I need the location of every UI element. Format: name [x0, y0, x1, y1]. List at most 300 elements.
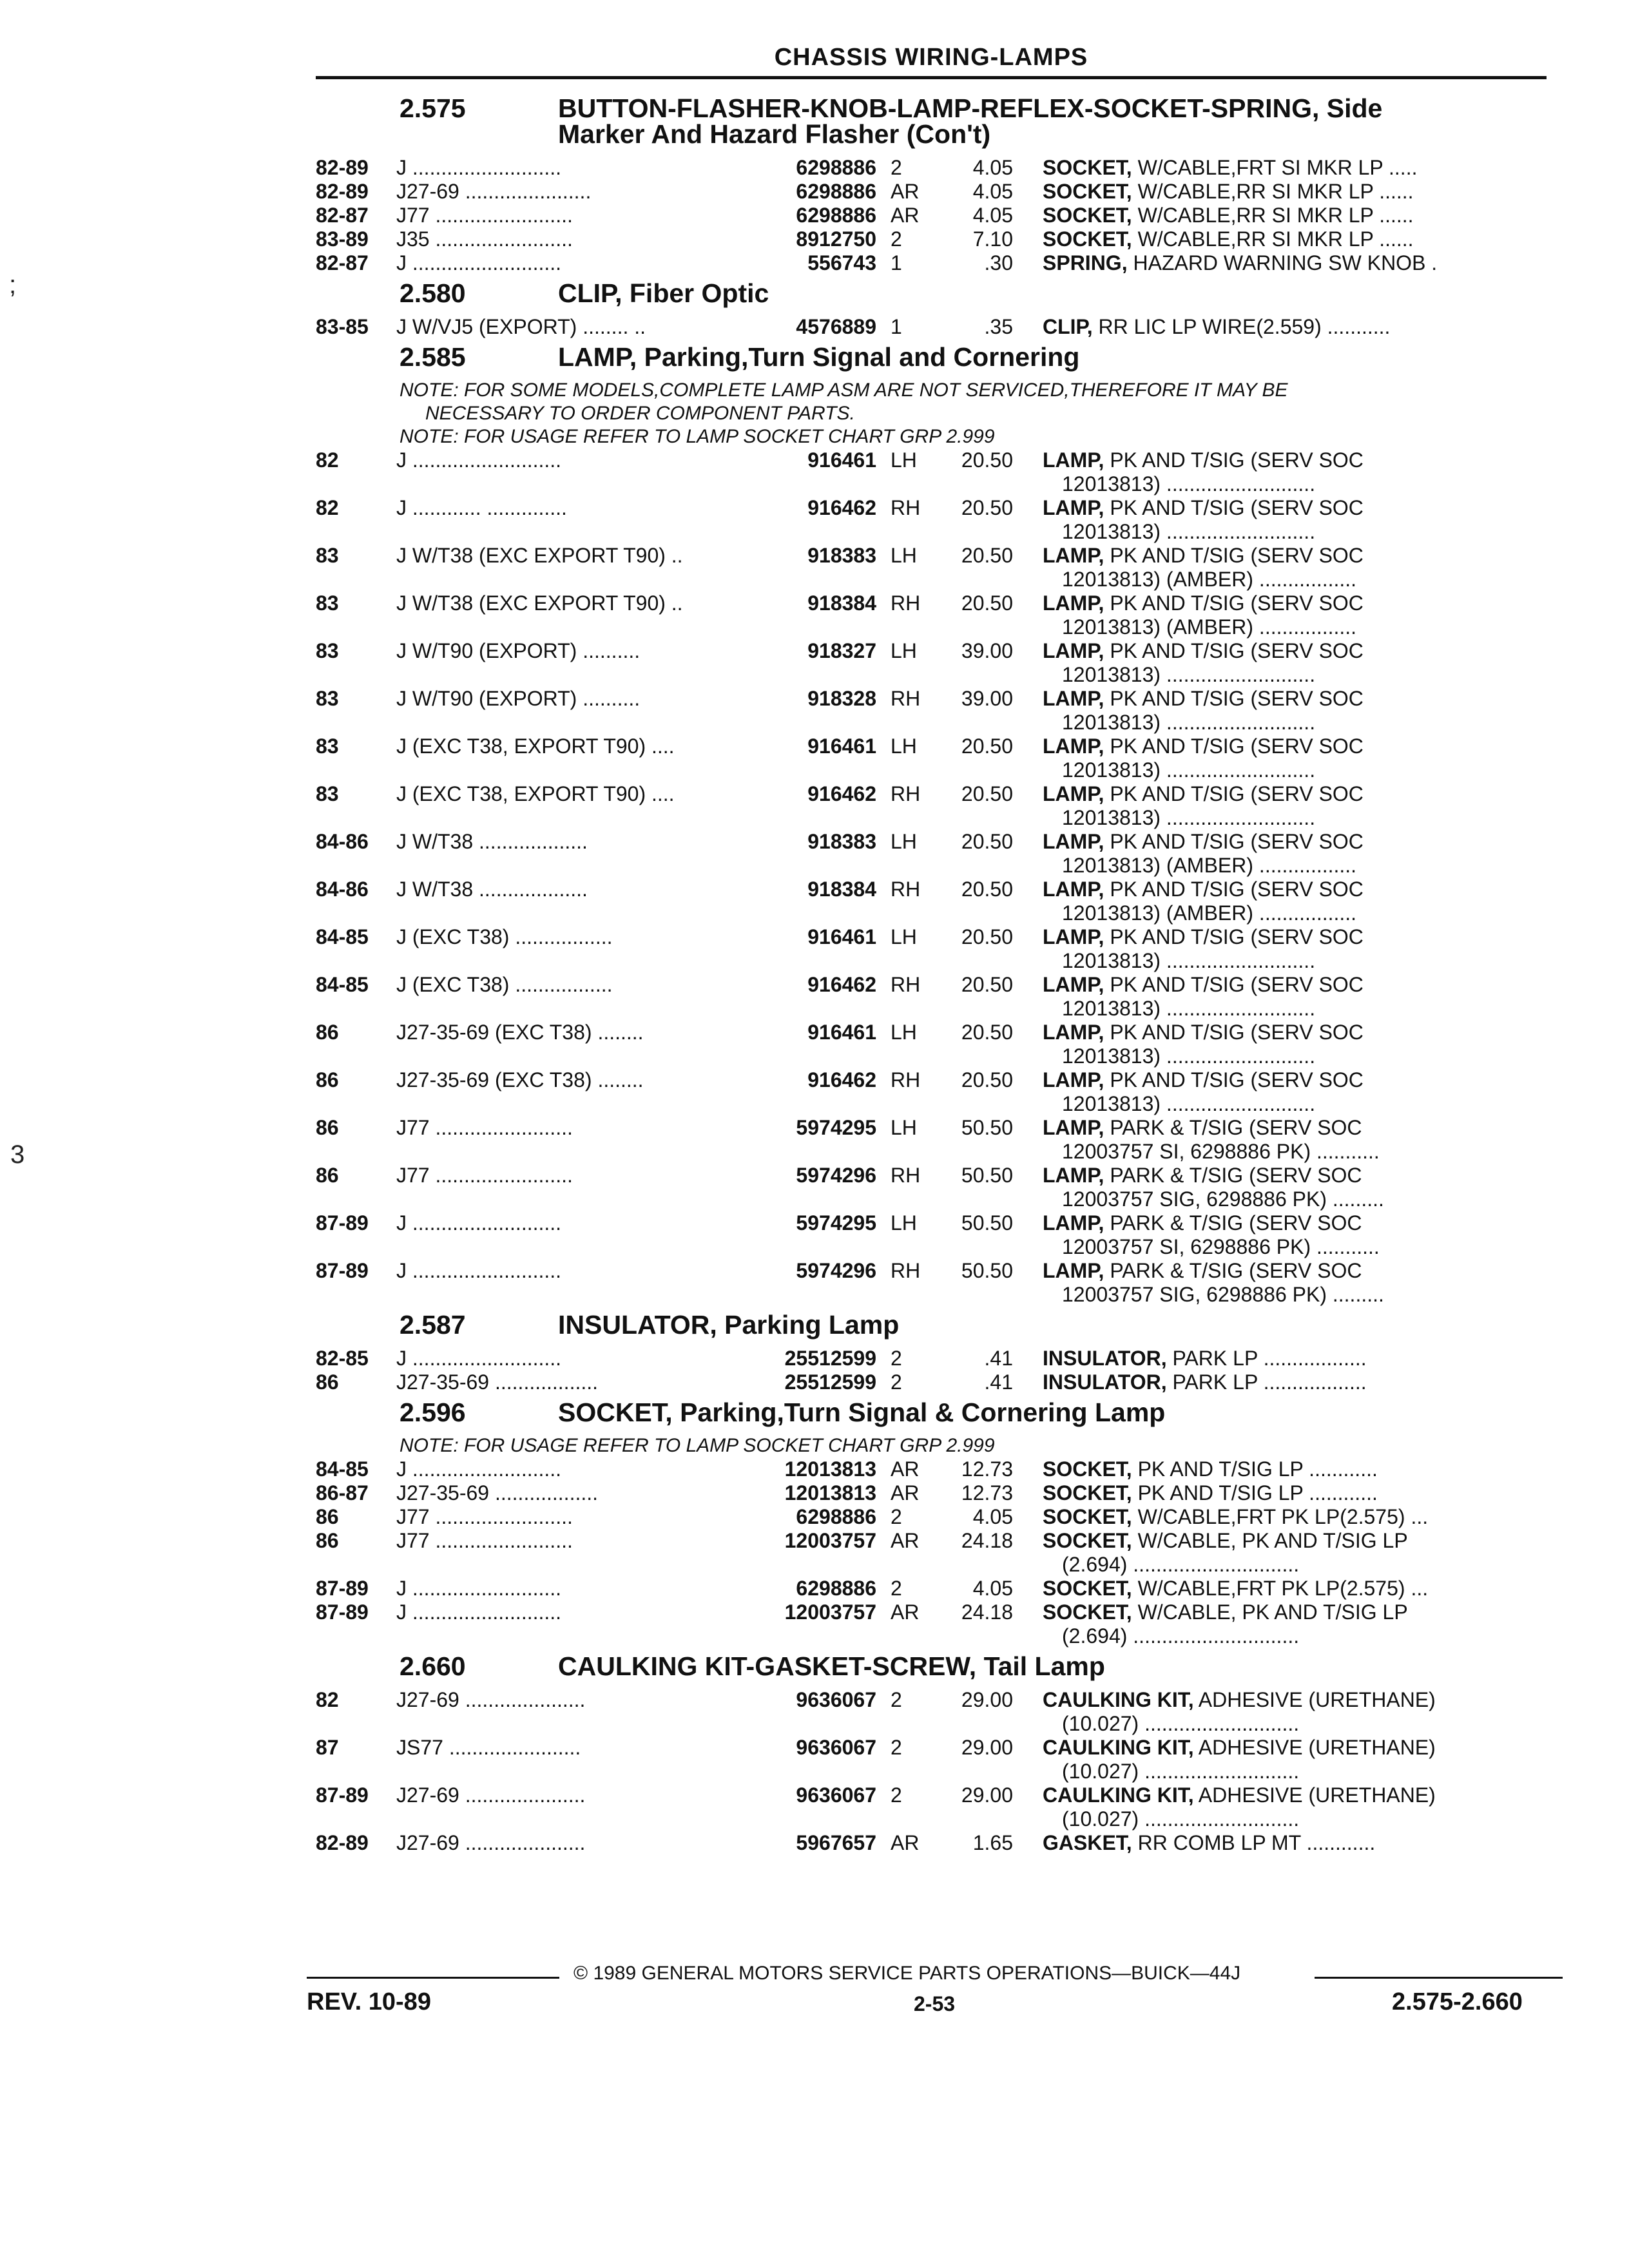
margin-mark-mid: 3: [10, 1140, 25, 1169]
description: [1013, 544, 1547, 591]
parts-row: [316, 496, 1547, 544]
description: [1013, 1577, 1547, 1600]
model-year: 82-87: [316, 251, 369, 274]
model-year: 86-87: [316, 1481, 369, 1504]
application: J W/T38 ...................: [396, 830, 588, 853]
price: 20.50: [961, 782, 1013, 805]
application: J ............ ..............: [396, 496, 567, 519]
model-year: 82-85: [316, 1347, 369, 1370]
parts-row: [316, 1021, 1547, 1068]
application: J (EXC T38) .................: [396, 973, 613, 996]
section-note: [316, 379, 1547, 425]
price: 50.50: [961, 1164, 1013, 1187]
parts-row: [316, 227, 1547, 251]
quantity: 2: [891, 1783, 902, 1807]
description-keyword: SOCKET,: [1043, 1577, 1132, 1600]
part-number: 918384: [807, 591, 876, 615]
description-text: ADHESIVE (URETHANE): [1198, 1688, 1436, 1711]
description-text: PK AND T/SIG (SERV SOC: [1110, 1068, 1364, 1091]
quantity: RH: [891, 782, 921, 805]
note-line: NOTE: FOR USAGE REFER TO LAMP SOCKET CHART GRP 2.999: [400, 426, 995, 447]
section-title-text: INSULATOR, Parking Lamp: [558, 1310, 900, 1340]
description-keyword: SPRING,: [1043, 251, 1128, 274]
price: .35: [984, 315, 1013, 338]
model-year: 83: [316, 735, 339, 758]
part-number: 9636067: [796, 1688, 876, 1711]
section-number: 2.587: [400, 1310, 466, 1340]
section-2-660: [316, 1653, 1547, 1855]
description: [1013, 639, 1547, 687]
quantity: RH: [891, 591, 921, 615]
description-keyword: LAMP,: [1043, 925, 1104, 948]
description-keyword: LAMP,: [1043, 448, 1104, 472]
quantity: RH: [891, 496, 921, 519]
model-year: 83: [316, 687, 339, 710]
parts-row: [316, 204, 1547, 227]
model-year: 82: [316, 496, 339, 519]
section-note: [316, 1434, 1547, 1457]
description-continued: 12013813) ..........................: [1062, 663, 1316, 686]
section-heading: [316, 1312, 1547, 1338]
parts-row: [316, 1370, 1547, 1394]
part-number: 6298886: [796, 156, 876, 179]
quantity: 2: [891, 1505, 902, 1528]
quantity: AR: [891, 1600, 920, 1624]
model-year: 86: [316, 1164, 339, 1187]
description: [1013, 925, 1547, 973]
parts-row: [316, 782, 1547, 830]
description: [1013, 496, 1547, 544]
model-year: 87-89: [316, 1259, 369, 1282]
application: J ..........................: [396, 1600, 562, 1624]
application: J (EXC T38, EXPORT T90) ....: [396, 735, 675, 758]
description-text: PK AND T/SIG (SERV SOC: [1110, 973, 1364, 996]
model-year: 86: [316, 1370, 339, 1394]
model-year: 87: [316, 1736, 339, 1759]
parts-row: [316, 1068, 1547, 1116]
description-continued: 12013813) ..........................: [1062, 711, 1316, 734]
description-text: HAZARD WARNING SW KNOB .: [1133, 251, 1438, 274]
description-keyword: INSULATOR,: [1043, 1347, 1167, 1370]
section-title: [558, 344, 1547, 370]
parts-row: [316, 1481, 1547, 1505]
parts-row: [316, 315, 1547, 339]
quantity: LH: [891, 639, 917, 662]
note-line: NOTE: FOR SOME MODELS,COMPLETE LAMP ASM ARE NOT SERVICED,THEREFORE IT MAY BE: [400, 380, 1288, 401]
description-text: PK AND T/SIG (SERV SOC: [1110, 448, 1364, 472]
description-text: PARK & T/SIG (SERV SOC: [1110, 1164, 1362, 1187]
price: 4.05: [972, 204, 1013, 227]
description-continued: 12003757 SIG, 6298886 PK) .........: [1062, 1283, 1384, 1306]
description-text: RR LIC LP WIRE(2.559) ...........: [1098, 315, 1391, 338]
application: J ..........................: [396, 156, 562, 179]
description: [1013, 448, 1547, 496]
description: [1013, 227, 1547, 251]
description-continued: (10.027) ...........................: [1062, 1712, 1300, 1735]
application: J ..........................: [396, 1259, 562, 1282]
model-year: 87-89: [316, 1783, 369, 1807]
parts-row: [316, 1116, 1547, 1164]
description: [1013, 1600, 1547, 1648]
description-text: W/CABLE,FRT SI MKR LP .....: [1137, 156, 1418, 179]
description-keyword: LAMP,: [1043, 639, 1104, 662]
description-text: PARK & T/SIG (SERV SOC: [1110, 1116, 1362, 1139]
model-year: 86: [316, 1529, 339, 1552]
part-number: 916462: [807, 973, 876, 996]
note-line: NOTE: FOR USAGE REFER TO LAMP SOCKET CHART GRP 2.999: [400, 1435, 995, 1456]
quantity: 2: [891, 1577, 902, 1600]
quantity: LH: [891, 1021, 917, 1044]
parts-row: [316, 1457, 1547, 1481]
parts-row: [316, 925, 1547, 973]
quantity: RH: [891, 1068, 921, 1091]
price: .41: [984, 1347, 1013, 1370]
price: 20.50: [961, 973, 1013, 996]
description: [1013, 315, 1547, 339]
model-year: 82-89: [316, 1831, 369, 1854]
parts-row: [316, 1505, 1547, 1529]
part-number: 8912750: [796, 227, 876, 251]
description-keyword: LAMP,: [1043, 1021, 1104, 1044]
description-keyword: SOCKET,: [1043, 1481, 1132, 1504]
description-text: PK AND T/SIG (SERV SOC: [1110, 925, 1364, 948]
section-number: 2.596: [400, 1398, 466, 1427]
footer-revision: REV. 10-89: [307, 1988, 431, 2015]
part-number: 5974295: [796, 1211, 876, 1235]
description: [1013, 1211, 1547, 1259]
application: J77 ........................: [396, 1164, 573, 1187]
margin-mark-top: ;: [9, 271, 17, 299]
description-keyword: LAMP,: [1043, 973, 1104, 996]
price: 50.50: [961, 1259, 1013, 1282]
quantity: LH: [891, 1211, 917, 1235]
application: J W/T38 ...................: [396, 878, 588, 901]
section-title-text: CLIP, Fiber Optic: [558, 278, 769, 308]
price: 20.50: [961, 1021, 1013, 1044]
price: 20.50: [961, 735, 1013, 758]
page-title: CHASSIS WIRING-LAMPS: [774, 44, 1088, 71]
model-year: 86: [316, 1116, 339, 1139]
application: J27-35-69 ..................: [396, 1481, 599, 1504]
description-continued: 12013813) ..........................: [1062, 1092, 1316, 1115]
model-year: 86: [316, 1505, 339, 1528]
part-number: 5967657: [796, 1831, 876, 1854]
section-title: [558, 1653, 1547, 1679]
parts-row: [316, 1577, 1547, 1600]
model-year: 87-89: [316, 1577, 369, 1600]
description-continued: 12013813) (AMBER) .................: [1062, 901, 1357, 925]
description: [1013, 1164, 1547, 1211]
model-year: 83: [316, 782, 339, 805]
section-heading: [316, 1653, 1547, 1679]
application: J ..........................: [396, 1577, 562, 1600]
section-number: 2.660: [400, 1651, 466, 1681]
description-text: ADHESIVE (URETHANE): [1198, 1736, 1436, 1759]
part-number: 6298886: [796, 1505, 876, 1528]
description: [1013, 1021, 1547, 1068]
application: J77 ........................: [396, 1529, 573, 1552]
part-number: 6298886: [796, 1577, 876, 1600]
price: .30: [984, 251, 1013, 274]
model-year: 82-89: [316, 156, 369, 179]
quantity: LH: [891, 544, 917, 567]
header-divider: [316, 76, 1547, 79]
price: 4.05: [972, 1505, 1013, 1528]
parts-row: [316, 1211, 1547, 1259]
price: 20.50: [961, 925, 1013, 948]
part-number: 918384: [807, 878, 876, 901]
description-keyword: CAULKING KIT,: [1043, 1736, 1194, 1759]
description-text: PARK & T/SIG (SERV SOC: [1110, 1259, 1362, 1282]
parts-row: [316, 830, 1547, 878]
quantity: RH: [891, 1164, 921, 1187]
part-number: 5974295: [796, 1116, 876, 1139]
application: JS77 .......................: [396, 1736, 581, 1759]
description-continued: (10.027) ...........................: [1062, 1807, 1300, 1831]
model-year: 82: [316, 448, 339, 472]
application: J W/T90 (EXPORT) ..........: [396, 687, 641, 710]
description-text: W/CABLE, PK AND T/SIG LP: [1137, 1600, 1408, 1624]
description-keyword: LAMP,: [1043, 1116, 1104, 1139]
part-number: 25512599: [784, 1347, 876, 1370]
footer-divider-left: [307, 1977, 559, 1979]
section-2-596: [316, 1399, 1547, 1648]
description-continued: 12003757 SIG, 6298886 PK) .........: [1062, 1187, 1384, 1211]
part-number: 916461: [807, 1021, 876, 1044]
description-text: PK AND T/SIG (SERV SOC: [1110, 639, 1364, 662]
description-keyword: LAMP,: [1043, 496, 1104, 519]
model-year: 87-89: [316, 1211, 369, 1235]
quantity: LH: [891, 1116, 917, 1139]
description-keyword: SOCKET,: [1043, 1600, 1132, 1624]
application: J27-69 .....................: [396, 1688, 586, 1711]
parts-row: [316, 878, 1547, 925]
quantity: AR: [891, 204, 920, 227]
description-keyword: LAMP,: [1043, 830, 1104, 853]
part-number: 6298886: [796, 180, 876, 203]
parts-row: [316, 180, 1547, 204]
description-text: PK AND T/SIG (SERV SOC: [1110, 735, 1364, 758]
description: [1013, 1688, 1547, 1736]
model-year: 84-85: [316, 973, 369, 996]
description-continued: (2.694) .............................: [1062, 1553, 1300, 1576]
part-number: 5974296: [796, 1164, 876, 1187]
part-number: 6298886: [796, 204, 876, 227]
description-text: PK AND T/SIG (SERV SOC: [1110, 591, 1364, 615]
application: J77 ........................: [396, 1505, 573, 1528]
quantity: RH: [891, 687, 921, 710]
description-keyword: LAMP,: [1043, 1068, 1104, 1091]
quantity: LH: [891, 448, 917, 472]
application: J (EXC T38) .................: [396, 925, 613, 948]
description-continued: 12013813) (AMBER) .................: [1062, 568, 1357, 591]
application: J27-69 .....................: [396, 1783, 586, 1807]
parts-row: [316, 591, 1547, 639]
quantity: 2: [891, 1370, 902, 1394]
footer-copyright: © 1989 GENERAL MOTORS SERVICE PARTS OPERATIONS—BUICK—44J: [574, 1963, 1241, 1984]
model-year: 84-85: [316, 925, 369, 948]
price: 24.18: [961, 1600, 1013, 1624]
section-2-575: [316, 95, 1547, 275]
description-text: PK AND T/SIG (SERV SOC: [1110, 782, 1364, 805]
description-text: W/CABLE,FRT PK LP(2.575) ...: [1137, 1505, 1429, 1528]
model-year: 86: [316, 1068, 339, 1091]
model-year: 82-89: [316, 180, 369, 203]
description-text: W/CABLE,RR SI MKR LP ......: [1137, 227, 1414, 251]
description: [1013, 1068, 1547, 1116]
description-keyword: CAULKING KIT,: [1043, 1783, 1194, 1807]
description-keyword: LAMP,: [1043, 1259, 1104, 1282]
application: J (EXC T38, EXPORT T90) ....: [396, 782, 675, 805]
description-continued: 12013813) ..........................: [1062, 472, 1316, 495]
quantity: 1: [891, 315, 902, 338]
section-heading: [316, 280, 1547, 306]
description: [1013, 1481, 1547, 1505]
application: J77 ........................: [396, 1116, 573, 1139]
description-continued: 12013813) ..........................: [1062, 997, 1316, 1020]
price: 7.10: [972, 227, 1013, 251]
model-year: 83: [316, 591, 339, 615]
application: J27-69 ......................: [396, 180, 592, 203]
section-2-587: [316, 1312, 1547, 1394]
price: 4.05: [972, 1577, 1013, 1600]
price: 4.05: [972, 180, 1013, 203]
description-keyword: INSULATOR,: [1043, 1370, 1167, 1394]
part-number: 4576889: [796, 315, 876, 338]
parts-row: [316, 973, 1547, 1021]
parts-row: [316, 1831, 1547, 1855]
price: 20.50: [961, 496, 1013, 519]
description: [1013, 782, 1547, 830]
description: [1013, 1529, 1547, 1577]
description-continued: 12013813) ..........................: [1062, 949, 1316, 972]
price: 1.65: [972, 1831, 1013, 1854]
description-text: PK AND T/SIG LP ............: [1137, 1481, 1378, 1504]
part-number: 12013813: [784, 1481, 876, 1504]
price: 20.50: [961, 878, 1013, 901]
quantity: 2: [891, 1688, 902, 1711]
price: 4.05: [972, 156, 1013, 179]
description-continued: 12003757 SI, 6298886 PK) ...........: [1062, 1140, 1380, 1163]
description-keyword: LAMP,: [1043, 878, 1104, 901]
description-keyword: LAMP,: [1043, 735, 1104, 758]
section-heading: [316, 95, 1547, 147]
quantity: 2: [891, 156, 902, 179]
part-number: 916462: [807, 782, 876, 805]
parts-row: [316, 251, 1547, 275]
part-number: 916461: [807, 735, 876, 758]
description: [1013, 1783, 1547, 1831]
description: [1013, 1457, 1547, 1481]
quantity: LH: [891, 925, 917, 948]
price: 20.50: [961, 544, 1013, 567]
footer-section-range: 2.575-2.660: [1392, 1988, 1523, 2015]
part-number: 12003757: [784, 1600, 876, 1624]
application: J27-69 .....................: [396, 1831, 586, 1854]
price: 20.50: [961, 1068, 1013, 1091]
part-number: 916462: [807, 1068, 876, 1091]
section-title: [558, 1399, 1547, 1425]
model-year: 86: [316, 1021, 339, 1044]
part-number: 916461: [807, 925, 876, 948]
parts-row: [316, 448, 1547, 496]
description: [1013, 1736, 1547, 1783]
model-year: 83-89: [316, 227, 369, 251]
price: 50.50: [961, 1211, 1013, 1235]
description: [1013, 687, 1547, 735]
description: [1013, 973, 1547, 1021]
model-year: 82-87: [316, 204, 369, 227]
model-year: 83: [316, 544, 339, 567]
parts-row: [316, 1347, 1547, 1370]
description-continued: 12013813) ..........................: [1062, 520, 1316, 543]
quantity: LH: [891, 735, 917, 758]
application: J27-35-69 ..................: [396, 1370, 599, 1394]
description-keyword: CAULKING KIT,: [1043, 1688, 1194, 1711]
footer-divider-right: [1315, 1977, 1563, 1979]
section-number: 2.585: [400, 342, 466, 372]
description-keyword: LAMP,: [1043, 1211, 1104, 1235]
application: J W/T38 (EXC EXPORT T90) ..: [396, 591, 683, 615]
price: 29.00: [961, 1736, 1013, 1759]
parts-row: [316, 544, 1547, 591]
section-title: [558, 1312, 1547, 1338]
price: 50.50: [961, 1116, 1013, 1139]
section-2-585: [316, 344, 1547, 1307]
section-note: [316, 425, 1547, 448]
footer-page-number: 2-53: [914, 1992, 956, 2015]
description-text: PK AND T/SIG (SERV SOC: [1110, 878, 1364, 901]
quantity: AR: [891, 180, 920, 203]
description-continued: (2.694) .............................: [1062, 1624, 1300, 1648]
part-number: 918328: [807, 687, 876, 710]
section-subtitle: Marker And Hazard Flasher (Con't): [558, 119, 991, 149]
section-heading: [316, 1399, 1547, 1425]
parts-row: [316, 687, 1547, 735]
application: J W/VJ5 (EXPORT) ........ ..: [396, 315, 646, 338]
part-number: 12013813: [784, 1457, 876, 1481]
description: [1013, 1347, 1547, 1370]
description-keyword: LAMP,: [1043, 687, 1104, 710]
description-continued: (10.027) ...........................: [1062, 1760, 1300, 1783]
description-text: PK AND T/SIG (SERV SOC: [1110, 830, 1364, 853]
application: J W/T38 (EXC EXPORT T90) ..: [396, 544, 683, 567]
application: J77 ........................: [396, 204, 573, 227]
price: 12.73: [961, 1481, 1013, 1504]
parts-row: [316, 639, 1547, 687]
parts-row: [316, 156, 1547, 180]
quantity: RH: [891, 1259, 921, 1282]
description: [1013, 1831, 1547, 1855]
part-number: 5974296: [796, 1259, 876, 1282]
section-title: [558, 280, 1547, 306]
description-keyword: GASKET,: [1043, 1831, 1132, 1854]
description-keyword: LAMP,: [1043, 591, 1104, 615]
price: 29.00: [961, 1783, 1013, 1807]
description: [1013, 591, 1547, 639]
description-continued: 12013813) ..........................: [1062, 1044, 1316, 1068]
description: [1013, 1505, 1547, 1529]
part-number: 9636067: [796, 1783, 876, 1807]
description: [1013, 830, 1547, 878]
application: J ..........................: [396, 448, 562, 472]
description-continued: 12013813) ..........................: [1062, 806, 1316, 829]
part-number: 916461: [807, 448, 876, 472]
description-keyword: SOCKET,: [1043, 227, 1132, 251]
application: J35 ........................: [396, 227, 573, 251]
part-number: 556743: [807, 251, 876, 274]
part-number: 918383: [807, 830, 876, 853]
